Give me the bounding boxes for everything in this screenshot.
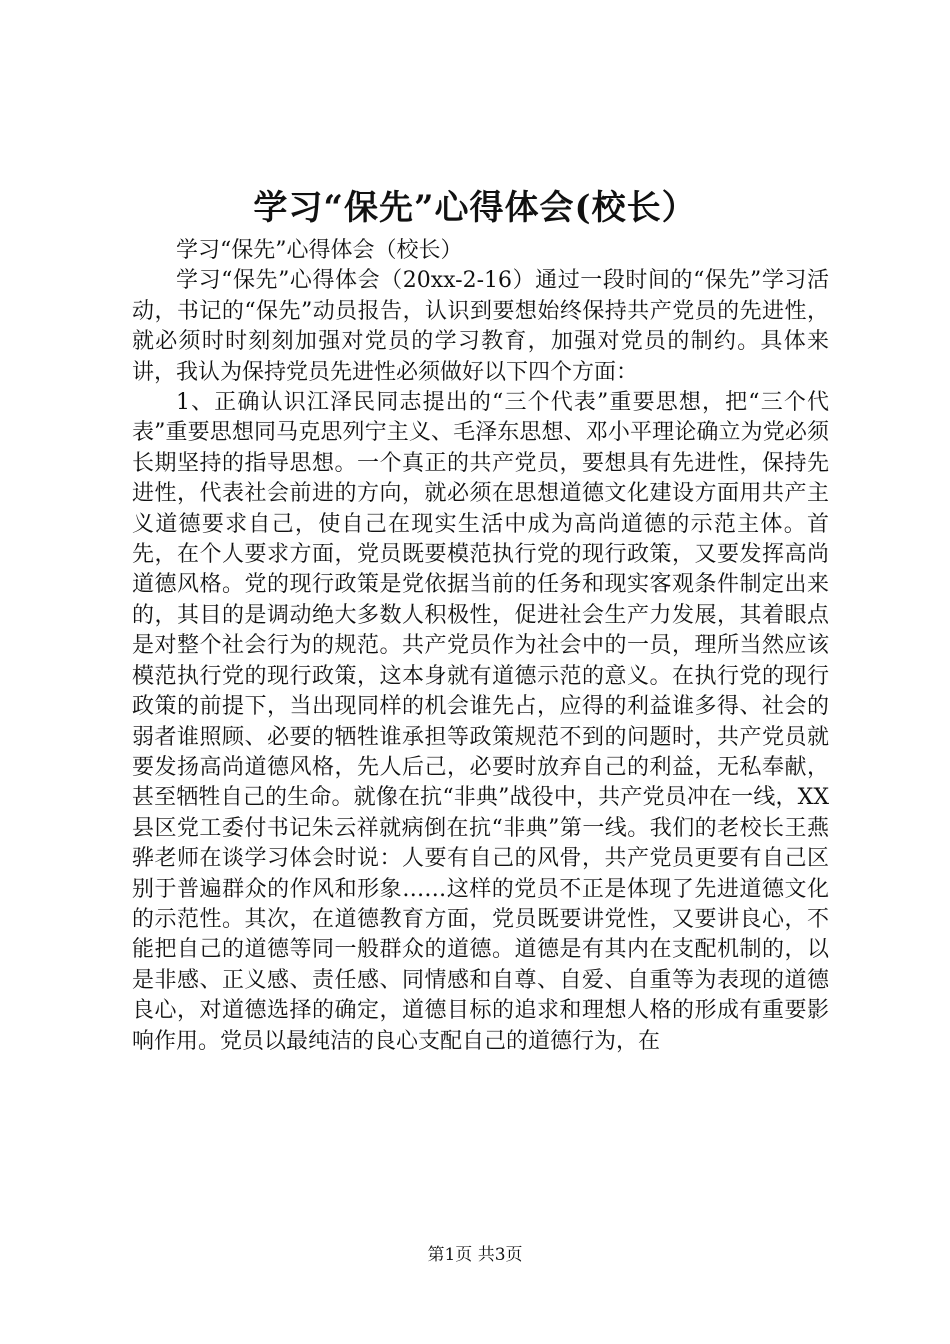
document-body [132,236,829,1057]
page-footer: 第1页 共3页 [427,1245,523,1265]
document-title: 学习“保先”心得体会(校长） [253,188,697,228]
paragraph-point-1: 1、正确认识江泽民同志提出的“三个代表”重要思想，把“三个代表”重要思想同马克思列宁主义、毛泽东思想、邓小平理论确立为党必须长期坚持的指导思想。一个真正的共产党员，要想具有先进性，保持先进性，代表社会前进的方向，就必须在思想道德文化建设方面用共产主义道德要求自己，使自己在现实生活中成为高尚道德的示范主体。首先，在个人要求方面，党员既要模范执行党的现行政策，又要发挥高尚道德风格。党的现行政策是党依据当前的任务和现实客观条件制定出来的，其目的是调动绝大多数人积极性，促进社会生产力发展，其着眼点是对整个社会行为的规范。共产党员作为社会中的一员，理所当然应该模范执行党的现行政策，这本身就有道德示范的意义。在执行党的现行政策的前提下，当出现同样的机会谁先占，应得的利益谁多得、社会的弱者谁照顾、必要的牺牲谁承担等政策规范不到的问题时，共产党员就要发扬高尚道德风格，先人后己，必要时放弃自己的利益，无私奉献，甚至牺牲自己的生命。就像在抗“非典”战役中，共产党员冲在一线，XX县区党工委付书记朱云祥就病倒在抗“非典”第一线。我们的老校长王燕骅老师在谈学习体会时说：人要有自己的风骨，共产党员更要有自己区别于普遍群众的作风和形象……这样的党员不正是体现了先进道德文化的示范性。其次，在道德教育方面，党员既要讲党性，又要讲良心，不能把自己的道德等同一般群众的道德。道德是有其内在支配机制的，以是非感、正义感、责任感、同情感和自尊、自爱、自重等为表现的道德良心，对道德选择的确定，道德目标的追求和理想人格的形成有重要影响作用。党员以最纯洁的良心支配自己的道德行为，在 [132,390,829,1054]
paragraph-intro: 学习“保先”心得体会（20xx-2-16）通过一段时间的“保先”学习活动，书记的“保先”动员报告，认识到要想始终保持共产党员的先进性，就必须时时刻刻加强对党员的学习教育，加强对党员的制约。具体来讲，我认为保持党员先进性必须做好以下四个方面： [132,268,829,385]
paragraph-subtitle: 学习“保先”心得体会（校长） [176,238,463,263]
